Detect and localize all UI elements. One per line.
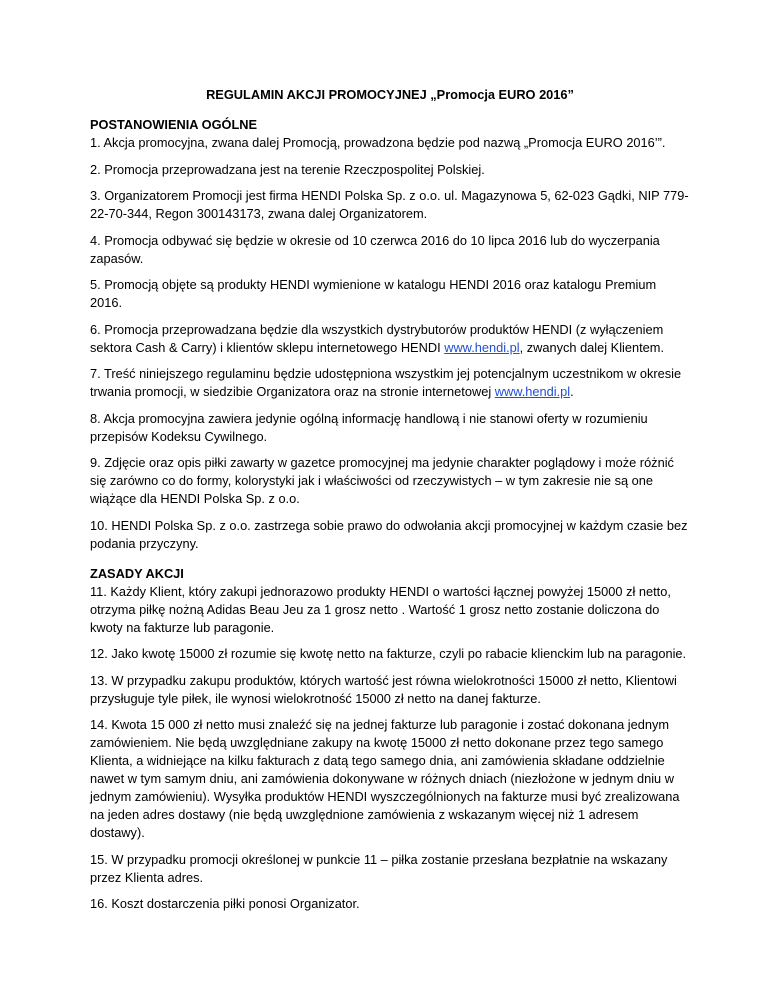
paragraph-7-text-a: 7. Treść niniejszego regulaminu będzie udostępniona wszystkim jej potencjalnym uczestnikom w okresie trwania promocji, w siedzibie Organizatora oraz na stronie internetowej <box>90 366 682 399</box>
paragraph-15: 15. W przypadku promocji określonej w punkcie 11 – piłka zostanie przesłana bezpłatnie na wskazany przez Klienta adres. <box>90 851 668 885</box>
paragraph-7-text-b: . <box>570 384 574 399</box>
paragraph-16: 16. Koszt dostarczenia piłki ponosi Organizator. <box>90 896 360 911</box>
hendi-website-link-2[interactable]: www.hendi.pl <box>494 384 571 399</box>
document-title: REGULAMIN AKCJI PROMOCYJNEJ „Promocja EURO 2016” <box>206 87 574 102</box>
paragraph-4: 4. Promocja odbywać się będzie w okresie od 10 czerwca 2016 do 10 lipca 2016 lub do wyczerpania zapasów. <box>90 232 660 266</box>
paragraph-7 <box>90 365 690 401</box>
section-heading-rules: ZASADY AKCJI <box>90 565 184 581</box>
paragraph-13: 13. W przypadku zakupu produktów, których wartość jest równa wielokrotności 15000 zł netto, Klientowi przysługuje tyle piłek, ile wynosi wielokrotność 15000 zł netto na danej fakturze. <box>90 672 677 706</box>
paragraph-10: 10. HENDI Polska Sp. z o.o. zastrzega sobie prawo do odwołania akcji promocyjnej w każdym czasie bez podania przyczyny. <box>90 517 688 551</box>
paragraph-14: 14. Kwota 15 000 zł netto musi znaleźć się na jednej fakturze lub paragonie i zostać dokonana jednym zamówieniem. Nie będą uwzględniane zakupy na kwotę 15000 zł netto dokonane przez tego samego Klienta, a widniejące na kilku fakturach z datą tego samego dnia, ani zamówienia składane oddzielnie nawet w tym samym dniu, ani zamówienia dokonywane w różnych dniach (niezłożone w jednym dniu w jednym zamówieniu). Wysyłka produktów HENDI wyszczególnionych na fakturze musi być zrealizowana na jeden adres dostawy (nie będą uwzględnione zamówienia z wskazanym więcej niż 1 adresem dostawy). <box>90 717 680 840</box>
paragraph-11: 11. Każdy Klient, który zakupi jednorazowo produkty HENDI o wartości łącznej powyżej 15000 zł netto, otrzyma piłkę nożną Adidas Beau Jeu za 1 grosz netto . Wartość 1 grosz netto zostanie doliczona do kwoty na fakturze lub paragonie. <box>90 583 671 635</box>
section-heading-general: POSTANOWIENIA OGÓLNE <box>90 117 258 132</box>
paragraph-6-text-a: 6. Promocja przeprowadzana będzie dla wszystkich dystrybutorów produktów HENDI (z wyłączeniem sektora Cash & Carry) i klientów sklepu internetowego HENDI <box>90 321 664 355</box>
paragraph-6 <box>90 321 690 357</box>
paragraph-6-text-b: , zwanych dalej Klientem. <box>519 339 664 355</box>
paragraph-12: 12. Jako kwotę 15000 zł rozumie się kwotę netto na fakturze, czyli po rabacie klienckim lub na paragonie. <box>90 646 687 661</box>
hendi-website-link[interactable]: www.hendi.pl <box>444 339 520 355</box>
paragraph-5: 5. Promocją objęte są produkty HENDI wymienione w katalogu HENDI 2016 oraz katalogu Premium 2016. <box>90 277 657 310</box>
paragraph-3: 3. Organizatorem Promocji jest firma HENDI Polska Sp. z o.o. ul. Magazynowa 5, 62-023 Gądki, NIP 779-22-70-344, Regon 300143173, zwana dalej Organizatorem. <box>90 188 689 221</box>
paragraph-8: 8. Akcja promocyjna zawiera jedynie ogólną informację handlową i nie stanowi oferty w rozumieniu przepisów Kodeksu Cywilnego. <box>90 410 648 444</box>
paragraph-9: 9. Zdjęcie oraz opis piłki zawarty w gazetce promocyjnej ma jedynie charakter poglądowy i może różnić się zarówno co do formy, kolorystyki jak i właściwości od rzeczywistych – w tym zakresie nie są one wiążące dla HENDI Polska Sp. z o.o. <box>90 455 674 506</box>
paragraph-2: 2. Promocja przeprowadzana jest na terenie Rzeczpospolitej Polskiej. <box>90 161 485 177</box>
paragraph-1: 1. Akcja promocyjna, zwana dalej Promocją, prowadzona będzie pod nazwą „Promocja EURO 2016’”. <box>90 135 666 150</box>
